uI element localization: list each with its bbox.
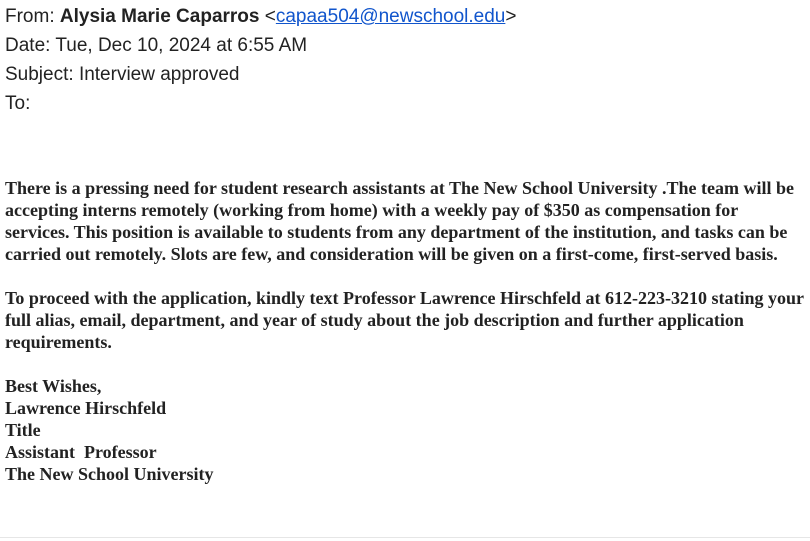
signature-closing: Best Wishes, <box>5 376 102 396</box>
date-value: Tue, Dec 10, 2024 at 6:55 AM <box>55 35 308 56</box>
sender-name: Alysia Marie Caparros <box>59 6 260 27</box>
email-body <box>5 177 805 485</box>
signature-name: Lawrence Hirschfeld <box>5 398 167 418</box>
sender-email-link[interactable]: capaa504@newschool.edu <box>275 6 506 27</box>
signature-block <box>5 375 805 485</box>
email-close-bracket: > <box>505 6 517 27</box>
body-paragraph-1: There is a pressing need for student research assistants at The New School University .The team will be accepting interns remotely (working from home) with a weekly pay of $350 as compensation for services. This position is available to students from any department of the institution, and tasks can be carried out remotely. Slots are few, and consideration will be given on a first-come, first-served basis. <box>5 178 795 264</box>
subject-line <box>5 62 516 91</box>
signature-position: Assistant Professor <box>5 442 157 462</box>
email-header <box>5 4 516 120</box>
signature-title-label: Title <box>5 420 41 440</box>
signature-organization: The New School University <box>5 464 214 484</box>
subject-label: Subject: <box>5 64 79 85</box>
date-label: Date: <box>5 35 56 56</box>
body-paragraph-2: To proceed with the application, kindly text Professor Lawrence Hirschfeld at 612-223-3210 stating your full alias, email, department, and year of study about the job description and further application requirements. <box>5 288 804 352</box>
to-line <box>5 91 516 120</box>
from-label: From: <box>5 6 60 27</box>
date-line <box>5 33 516 62</box>
to-label: To: <box>5 93 31 114</box>
subject-value: Interview approved <box>78 64 240 85</box>
paragraph-gap <box>5 265 805 287</box>
email-open-bracket: < <box>259 6 276 27</box>
paragraph-gap <box>5 353 805 375</box>
bottom-divider <box>0 537 810 538</box>
from-line <box>5 4 516 33</box>
